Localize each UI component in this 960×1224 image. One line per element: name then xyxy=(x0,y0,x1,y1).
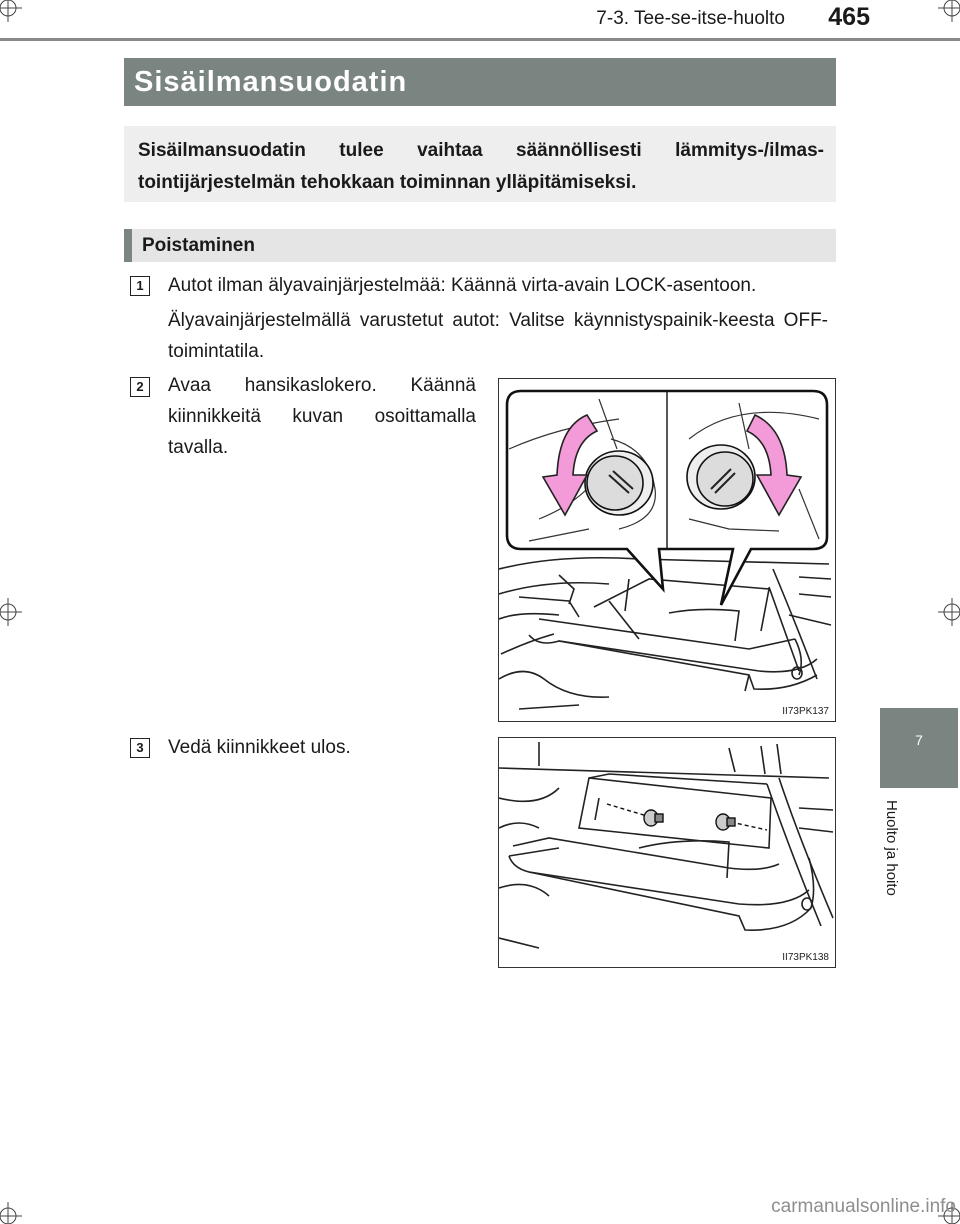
figure-1-code: II73PK137 xyxy=(782,706,829,717)
chapter-label xyxy=(872,800,912,960)
footer-watermark: carmanualsonline.info xyxy=(771,1196,956,1217)
section-title: Sisäilmansuodatin xyxy=(124,58,836,106)
step-1-text-a: Autot ilman älyavainjärjestelmää: Käännä virta-avain LOCK-asentoon. xyxy=(168,275,757,296)
chapter-number: 7 xyxy=(915,732,923,748)
running-header-section: 7-3. Tee-se-itse-huolto xyxy=(596,8,785,29)
chapter-label-text: Huolto ja hoito xyxy=(883,800,900,896)
glovebox-illustration-2 xyxy=(499,738,835,967)
step-number-3: 3 xyxy=(130,738,150,758)
glovebox-illustration-1 xyxy=(499,379,835,721)
chapter-tab xyxy=(880,708,958,788)
header-rule xyxy=(0,38,960,41)
figure-glovebox-pull-fasteners xyxy=(498,737,836,968)
step-3-text: Vedä kiinnikkeet ulos. xyxy=(168,737,351,758)
step-1-text-b: Älyavainjärjestelmällä varustetut autot: Valitse käynnistyspainik-keesta OFF-toimintatila. xyxy=(168,310,828,362)
step-number-1: 1 xyxy=(130,276,150,296)
figure-glovebox-turn-fasteners xyxy=(498,378,836,722)
figure-2-code: II73PK138 xyxy=(782,952,829,963)
intro-text: Sisäilmansuodatin tulee vaihtaa säännöllisesti lämmitys-/ilmas-tointijärjestelmän tehokkaan toiminnan ylläpitämiseksi. xyxy=(124,126,836,202)
subsection-heading: Poistaminen xyxy=(124,229,836,262)
page-number: 465 xyxy=(828,3,870,31)
step-number-2: 2 xyxy=(130,377,150,397)
step-2-text: Avaa hansikaslokero. Käännä kiinnikkeitä kuvan osoittamalla tavalla. xyxy=(168,375,476,458)
